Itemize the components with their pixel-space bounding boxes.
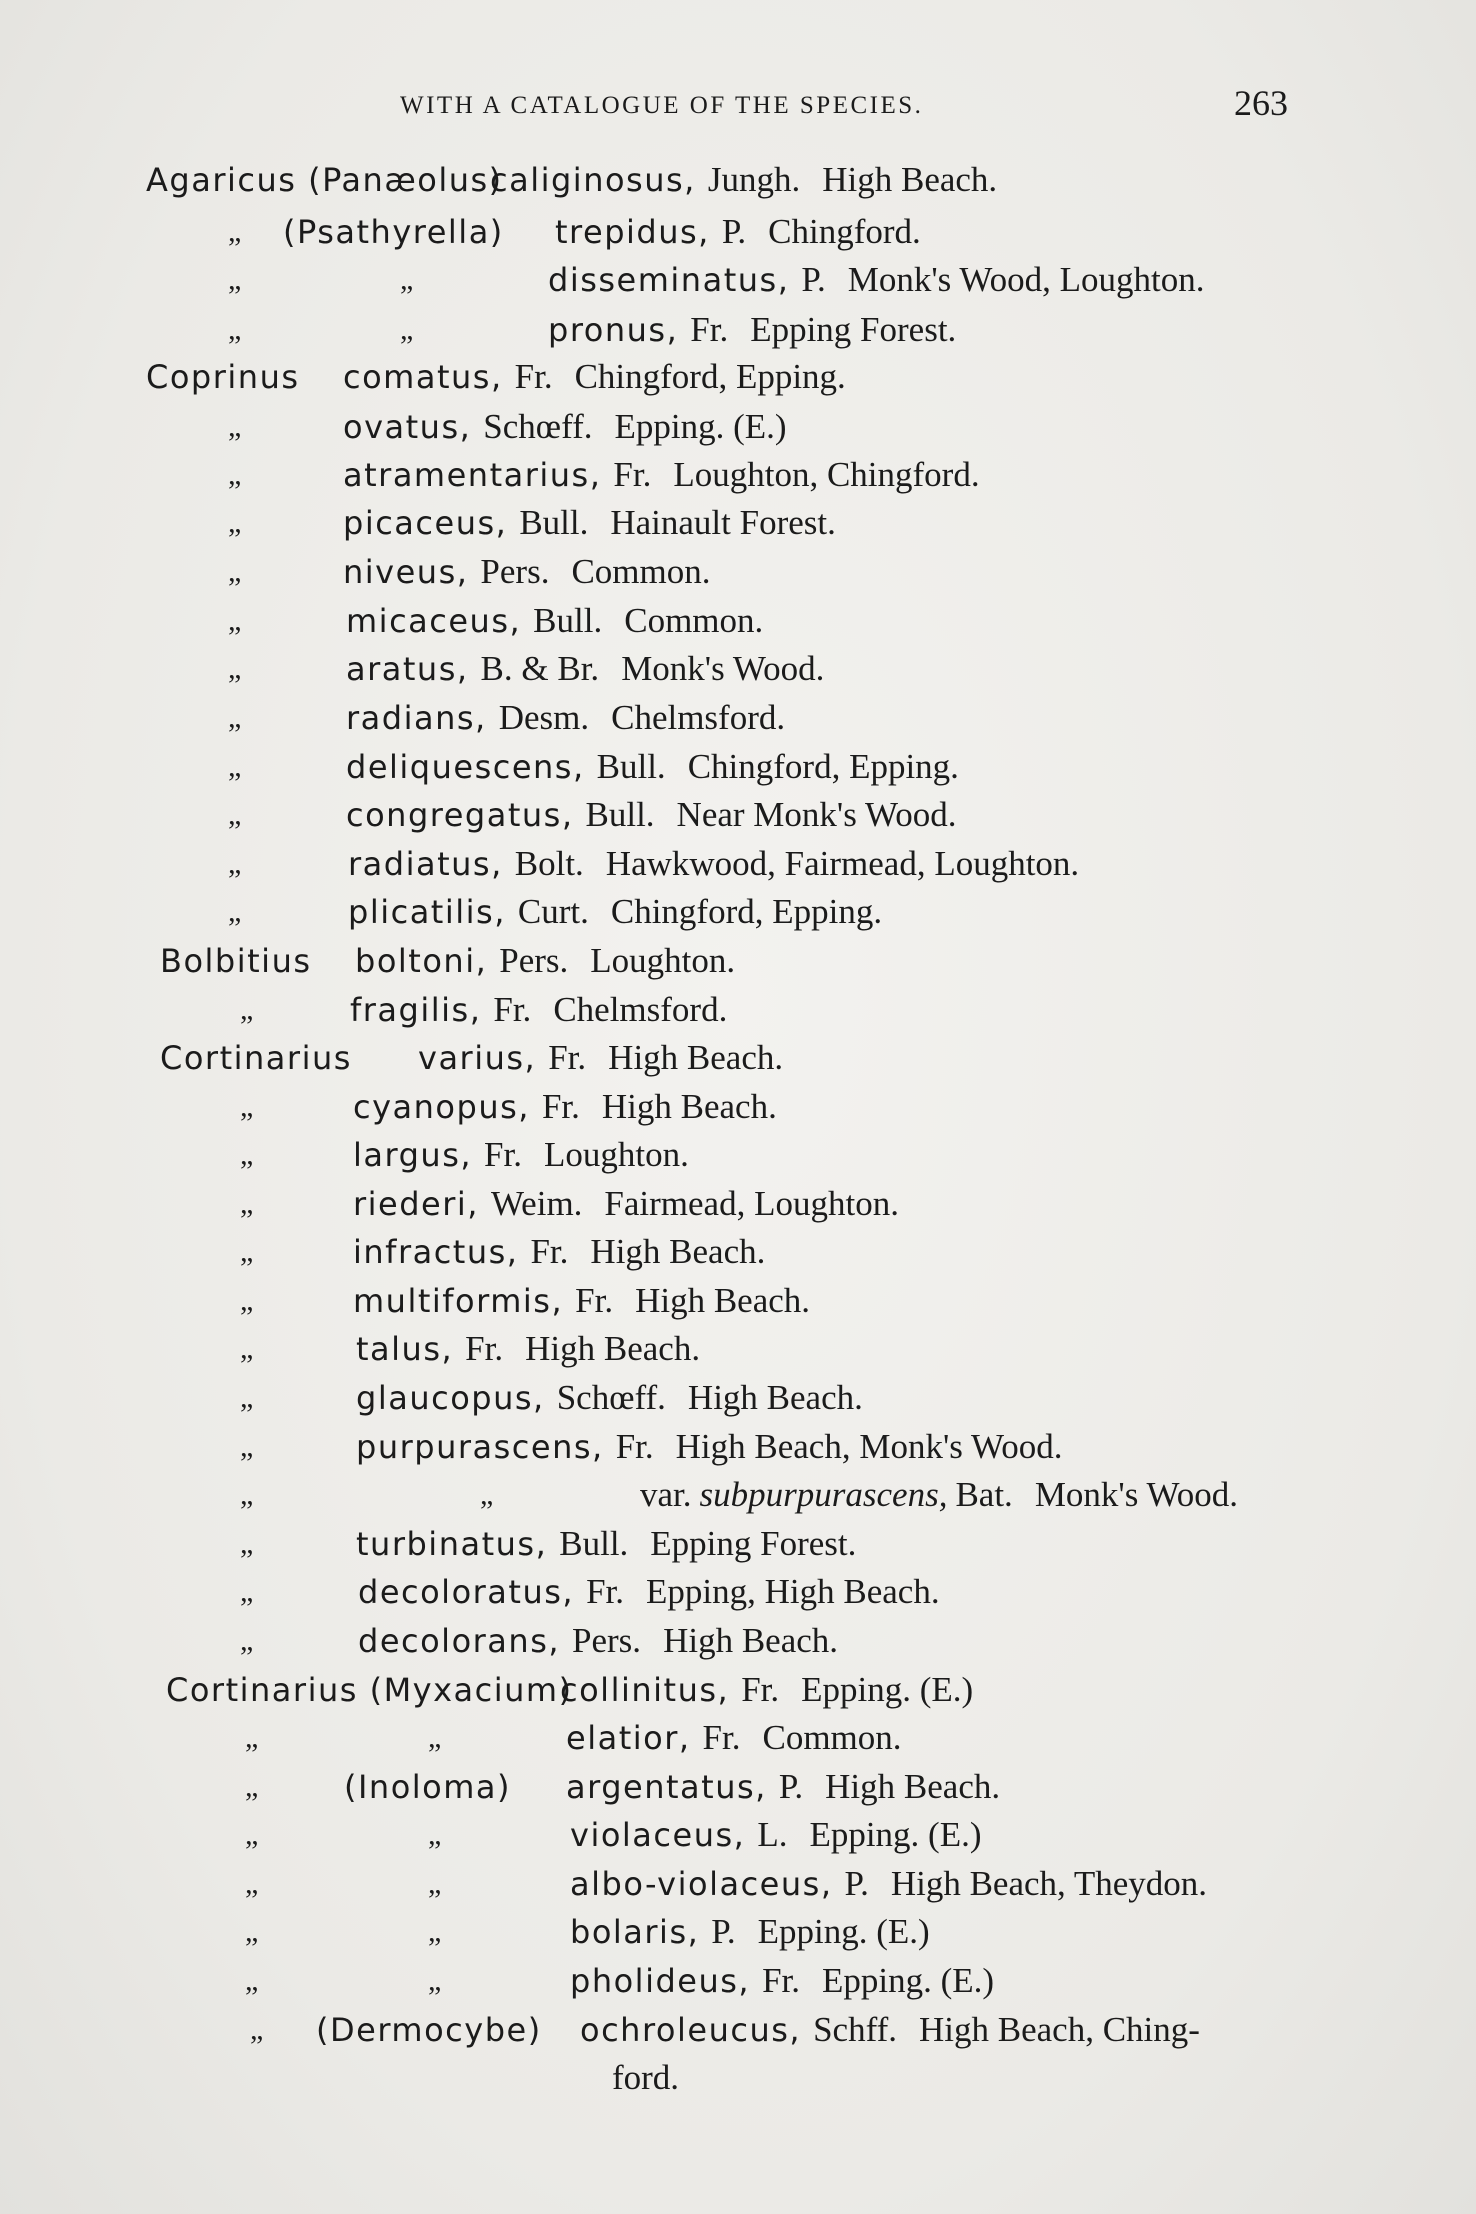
author-abbrev: Jungh. [707,160,801,199]
locality: High Beach, Theydon. [890,1864,1208,1903]
catalogue-entry [0,1228,1476,1276]
locality: Epping. (E.) [801,1670,974,1709]
locality: Epping. (E.) [809,1815,982,1854]
ditto-mark: „ [240,1284,254,1317]
species-name: violaceus, [570,1816,746,1854]
catalogue-entry [0,986,1476,1034]
author-abbrev: Pers. [499,941,569,980]
ditto-mark: „ [400,313,414,346]
species-name: ovatus, [343,408,472,446]
ditto-mark: „ [228,701,242,734]
catalogue-entry [0,1520,1476,1568]
author-abbrev: P. [778,1767,804,1806]
author-abbrev: Bull. [519,503,589,542]
locality: High Beach. [601,1087,777,1126]
catalogue-entry [0,353,1476,401]
ditto-mark: „ [228,750,242,783]
catalogue-entry [0,499,1476,547]
catalogue-entry [0,694,1476,742]
locality: Common. [624,601,764,640]
variety-name: subpurpurascens, [699,1475,948,1514]
ditto-mark: „ [240,1332,254,1365]
species-name: cyanopus, [353,1088,530,1126]
species-name: boltoni, [355,942,488,980]
locality: Loughton, Chingford. [673,455,980,494]
ditto-mark: „ [245,1721,259,1754]
locality: Chingford, Epping. [687,747,959,786]
ditto-mark: „ [400,263,414,296]
author-abbrev: Schœff. [483,407,593,446]
ditto-mark: „ [228,313,242,346]
catalogue-entry [0,2006,1476,2054]
catalogue-entry [0,597,1476,645]
locality: High Beach. [525,1329,701,1368]
ditto-mark: „ [228,215,242,248]
continuation-text: ford. [612,2058,680,2097]
ditto-mark: „ [240,993,254,1026]
author-abbrev: Schff. [813,2010,897,2049]
species-name: glaucopus, [356,1379,545,1417]
author-abbrev: L. [757,1815,788,1854]
author-abbrev: Bull. [533,601,603,640]
author-abbrev: Fr. [613,455,652,494]
author-abbrev: Fr. [690,310,729,349]
catalogue-entry [0,1957,1476,2005]
species-name: argentatus, [566,1768,767,1806]
species-name: bolaris, [570,1913,700,1951]
catalogue-entry [0,937,1476,985]
species-name: aratus, [346,650,469,688]
ditto-mark: „ [228,458,242,491]
species-name: decolorans, [358,1622,561,1660]
species-name: caliginosus, [490,161,696,199]
ditto-mark: „ [228,263,242,296]
ditto-mark: „ [428,1964,442,1997]
locality: Common. [762,1718,902,1757]
author-abbrev: Fr. [702,1718,741,1757]
author-abbrev: Fr. [465,1329,504,1368]
genus-name: (Dermocybe) [316,2011,542,2049]
ditto-mark: „ [240,1381,254,1414]
ditto-mark: „ [240,1090,254,1123]
ditto-mark: „ [245,1964,259,1997]
species-name: radians, [346,699,487,737]
catalogue-entry [0,1666,1476,1714]
author-abbrev: Fr. [548,1038,587,1077]
author-abbrev: Fr. [762,1961,801,2000]
catalogue-entry [0,2054,1476,2102]
author-abbrev: Bull. [596,747,666,786]
author-abbrev: Bolt. [514,844,584,883]
author-abbrev: Fr. [514,357,553,396]
catalogue-entry [0,1908,1476,1956]
ditto-mark: „ [245,1867,259,1900]
locality: Common. [571,552,711,591]
locality: Hainault Forest. [610,503,836,542]
author-abbrev: Weim. [490,1184,583,1223]
species-name: decoloratus, [358,1573,575,1611]
catalogue-entry [0,1714,1476,1762]
ditto-mark: „ [240,1235,254,1268]
species-name: albo-violaceus, [570,1865,833,1903]
locality: Loughton. [590,941,736,980]
locality: Monk's Wood. [621,649,825,688]
running-head: WITH A CATALOGUE OF THE SPECIES. [400,92,924,119]
species-name: radiatus, [348,845,503,883]
locality: Chingford, Epping. [610,892,883,931]
locality: Chingford. [768,212,921,251]
ditto-mark: „ [245,1915,259,1948]
ditto-mark: „ [240,1575,254,1608]
ditto-mark: „ [240,1138,254,1171]
catalogue-entry [0,156,1476,204]
species-name: comatus, [343,358,503,396]
author-abbrev: Fr. [530,1232,569,1271]
catalogue-entry [0,1374,1476,1422]
ditto-mark: „ [240,1624,254,1657]
catalogue-entry [0,791,1476,839]
locality: Chingford, Epping. [574,357,846,396]
species-name: atramentarius, [343,456,602,494]
ditto-mark: „ [428,1915,442,1948]
species-name: talus, [356,1330,454,1368]
locality: Chelmsford. [553,990,728,1029]
ditto-mark: „ [250,2013,264,2046]
ditto-mark: „ [428,1721,442,1754]
locality: Epping. (E.) [757,1912,930,1951]
locality: High Beach. [825,1767,1001,1806]
species-name: fragilis, [350,991,482,1029]
catalogue-entry [0,1568,1476,1616]
genus-name: Bolbitius [160,942,312,980]
genus-name: Coprinus [146,358,300,396]
locality: Monk's Wood. [1034,1475,1238,1514]
catalogue-entry [0,1180,1476,1228]
locality: High Beach. [590,1232,766,1271]
species-name: collinitus, [560,1671,730,1709]
catalogue-entry [0,1617,1476,1665]
catalogue-entry [0,208,1476,256]
ditto-mark: „ [428,1818,442,1851]
catalogue-entry [0,451,1476,499]
locality: Epping. (E.) [822,1961,995,2000]
ditto-mark: „ [228,847,242,880]
author-abbrev: Bat. [955,1475,1013,1514]
species-name: pronus, [548,311,679,349]
author-abbrev: Pers. [572,1621,642,1660]
species-name: disseminatus, [548,261,790,299]
genus-name: (Psathyrella) [283,213,504,251]
author-abbrev: P. [711,1912,736,1951]
locality: High Beach. [663,1621,839,1660]
author-abbrev: P. [801,260,826,299]
species-name: turbinatus, [356,1525,548,1563]
species-name: congregatus, [346,796,574,834]
catalogue-entry [0,1325,1476,1373]
species-name: riederi, [353,1185,479,1223]
author-abbrev: Schœff. [556,1378,666,1417]
species-name: pholideus, [570,1962,751,2000]
species-name: largus, [353,1136,473,1174]
catalogue-entry [0,403,1476,451]
ditto-mark: „ [228,604,242,637]
ditto-mark: „ [228,555,242,588]
catalogue-entry [0,306,1476,354]
species-name: picaceus, [343,504,508,542]
locality: Chelmsford. [611,698,786,737]
species-name: niveus, [343,553,469,591]
genus-name: Agaricus (Panæolus) [146,161,503,199]
locality: High Beach, Monk's Wood. [675,1427,1063,1466]
ditto-mark: „ [228,652,242,685]
species-name: varius, [418,1039,537,1077]
genus-name: Cortinarius (Myxacium) [166,1671,573,1709]
genus-name: Cortinarius [160,1039,352,1077]
locality: High Beach, Ching- [919,2010,1200,2049]
author-abbrev: P. [721,212,747,251]
ditto-mark: „ [245,1770,259,1803]
author-abbrev: Fr. [493,990,532,1029]
locality: High Beach. [822,160,998,199]
species-name: ochroleucus, [580,2011,802,2049]
catalogue-entry [0,645,1476,693]
species-name: elatior, [566,1719,691,1757]
catalogue-entry [0,743,1476,791]
catalogue-entry [0,1423,1476,1471]
author-abbrev: Fr. [586,1572,625,1611]
catalogue-entry [0,1131,1476,1179]
author-abbrev: B. & Br. [480,649,600,688]
catalogue-entry [0,1083,1476,1131]
locality: Near Monk's Wood. [676,795,957,834]
species-name: purpurascens, [356,1428,604,1466]
catalogue-entry [0,1277,1476,1325]
species-name: infractus, [353,1233,519,1271]
catalogue-entry [0,1034,1476,1082]
author-abbrev: Pers. [480,552,550,591]
ditto-mark: „ [228,798,242,831]
genus-name: (Inoloma) [344,1768,512,1806]
author-abbrev: Fr. [484,1135,522,1174]
ditto-mark: „ [480,1478,494,1511]
locality: Epping, High Beach. [646,1572,940,1611]
catalogue-entry [0,1860,1476,1908]
species-name: multiformis, [353,1282,564,1320]
ditto-mark: „ [240,1430,254,1463]
catalogue-entry [0,840,1476,888]
species-name: micaceus, [346,602,522,640]
locality: Monk's Wood, Loughton. [847,260,1205,299]
author-abbrev: Fr. [575,1281,614,1320]
ditto-mark: „ [240,1478,254,1511]
ditto-mark: „ [428,1867,442,1900]
catalogue-entry [0,256,1476,304]
species-name: deliquescens, [346,748,585,786]
locality: Epping. (E.) [614,407,787,446]
catalogue-entry [0,548,1476,596]
author-abbrev: Fr. [741,1670,780,1709]
author-abbrev: Fr. [615,1427,654,1466]
author-abbrev: P. [844,1864,869,1903]
ditto-mark: „ [240,1187,254,1220]
page-number: 263 [1234,83,1288,123]
author-abbrev: Fr. [541,1087,580,1126]
catalogue-entry [0,888,1476,936]
author-abbrev: Desm. [498,698,590,737]
locality: Loughton. [543,1135,689,1174]
variety-label: var. [640,1475,692,1514]
locality: High Beach. [635,1281,811,1320]
catalogue-entry [0,1811,1476,1859]
ditto-mark: „ [228,506,242,539]
locality: Hawkwood, Fairmead, Loughton. [605,844,1080,883]
ditto-mark: „ [228,895,242,928]
species-name: plicatilis, [348,893,506,931]
ditto-mark: „ [245,1818,259,1851]
locality: Epping Forest. [650,1524,857,1563]
catalogue-entry [0,1471,1476,1519]
locality: Fairmead, Loughton. [604,1184,899,1223]
locality: High Beach. [608,1038,784,1077]
ditto-mark: „ [228,410,242,443]
locality: High Beach. [687,1378,863,1417]
author-abbrev: Curt. [517,892,589,931]
species-name: trepidus, [555,213,710,251]
author-abbrev: Bull. [559,1524,629,1563]
locality: Epping Forest. [750,310,957,349]
author-abbrev: Bull. [585,795,655,834]
ditto-mark: „ [240,1527,254,1560]
catalogue-entry [0,1763,1476,1811]
